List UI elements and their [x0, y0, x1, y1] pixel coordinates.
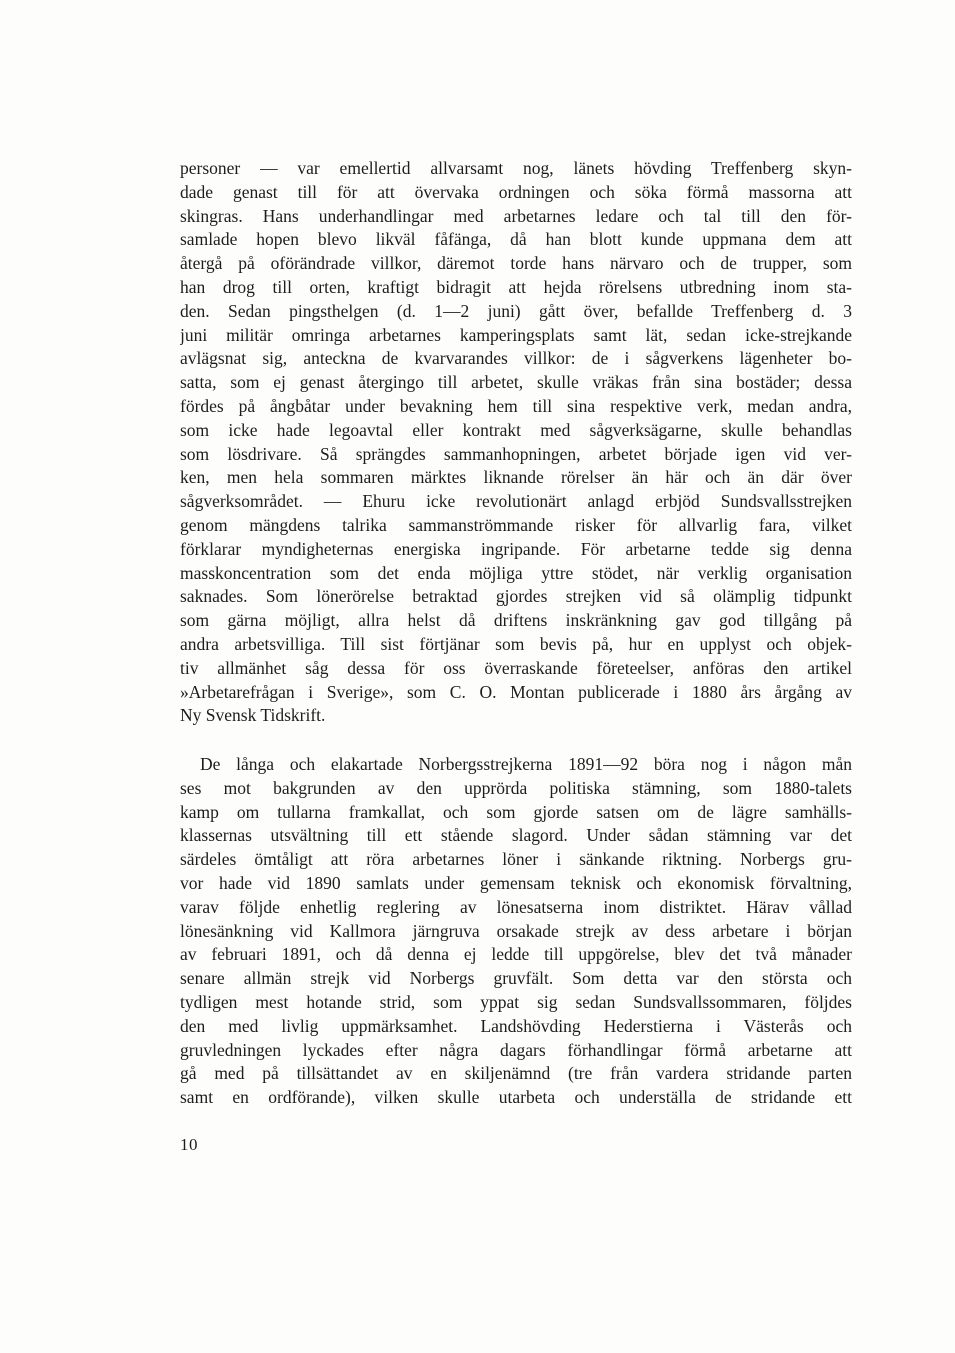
text-line: som lösdrivare. Så sprängdes sammanhopningen, arbetet började igen vid ver- [180, 443, 852, 464]
text-line: tydligen mest hotande strid, som yppat sig sedan Sundsvallssommaren, följdes [180, 991, 852, 1012]
text-line: som icke hade legoavtal eller kontrakt med sågverksägarne, skulle behandlas [180, 419, 852, 440]
text-line: ses mot bakgrunden av den upprörda politiska stämning, som 1880-talets [180, 777, 852, 798]
text-line: masskoncentration som det enda möjliga yttre stödet, när verklig organisation [180, 562, 852, 583]
text-line: juni militär omringa arbetarnes kamperingsplats samt lät, sedan icke-strejkande [180, 324, 852, 345]
text-line: genom mängdens talrika sammanströmmande risker för allvarlig fara, vilket [180, 514, 852, 535]
text-line: »Arbetarefrågan i Sverige», som C. O. Montan publicerade i 1880 års årgång av [180, 681, 852, 702]
text-line: av februari 1891, och då denna ej ledde till uppgörelse, blev det två månader [180, 944, 852, 965]
text-line: klassernas utsvältning till ett stående slagord. Under sådan stämning var det [180, 825, 852, 846]
text-line: förklarar myndigheternas energiska ingripande. För arbetarne tedde sig denna [180, 538, 852, 559]
text-line: satta, som ej genast återgingo till arbetet, skulle vräkas från sina bostäder; dessa [180, 372, 852, 393]
text-line: den med livlig uppmärksamhet. Landshövding Hederstierna i Västerås och [180, 1015, 852, 1036]
text-line: återgå på oförändrade villkor, däremot torde hans närvaro och de trupper, som [180, 253, 852, 274]
text-line: vor hade vid 1890 samlats under gemensam teknisk och ekonomisk förvaltning, [180, 872, 852, 893]
text-line: tiv allmänhet såg dessa för oss överraskande företeelser, anföras den artikel [180, 657, 852, 678]
text-line: fördes på ångbåtar under bevakning hem till sina respektive verk, medan andra, [180, 395, 852, 416]
text-line: avlägsnat sig, anteckna de kvarvarandes villkor: de i sågverkens lägenheter bo- [180, 348, 852, 369]
text-line: gruvledningen lyckades efter några dagars förhandlingar förmå arbetarne att [180, 1039, 852, 1060]
text-line: saknades. Som lönerörelse betraktad gjordes strejken vid så olämplig tidpunkt [180, 586, 852, 607]
text-line: dade genast till för att övervaka ordningen och söka förmå massorna att [180, 181, 852, 202]
text-line: senare allmän strejk vid Norbergs gruvfält. Som detta var den största och [180, 968, 852, 989]
text-line: han drog till orten, kraftigt bidragit att hejda rörelsens utbredning inom sta- [180, 276, 852, 297]
text-line: De långa och elakartade Norbergsstrejkerna 1891—92 böra nog i någon mån [200, 754, 852, 774]
text-line: lönesänkning vid Kallmora järngruva orsakade strejk av dess arbetare i början [180, 920, 852, 941]
text-line: som gärna möjligt, allra helst då driftens inskränkning gav god tillgång på [180, 610, 852, 631]
text-line: Ny Svensk Tidskrift. [180, 705, 326, 726]
paragraph-1 [180, 157, 852, 728]
text-line: skingras. Hans underhandlingar med arbetarnes ledare och tal till den för- [180, 205, 852, 226]
text-line: den. Sedan pingsthelgen (d. 1—2 juni) gått över, befallde Treffenberg d. 3 [180, 300, 852, 321]
text-line: gå med på tillsättandet av en skiljenämnd (tre från vardera stridande parten [180, 1063, 852, 1084]
text-line: samt en ordförande), vilken skulle utarbeta och underställa de stridande ett [180, 1087, 852, 1108]
text-line: kamp om tullarna framkallat, och som gjorde satsen om de lägre samhälls- [180, 801, 852, 822]
page-number: 10 [180, 1135, 198, 1154]
text-line: sågverksområdet. — Ehuru icke revolutionärt anlagd erbjöd Sundsvallsstrejken [180, 491, 852, 512]
text-line: andra arbetsvilliga. Till sist förtjänar som bevis på, hur en upplyst och objek- [180, 633, 852, 654]
paragraph-2 [180, 753, 852, 1110]
text-line: varav följde enhetlig reglering av lönesatserna inom distriktet. Härav vållad [180, 896, 852, 917]
text-line: ken, men hela sommaren märktes liknande rörelser än här och än där över [180, 467, 852, 488]
text-line: särdeles ömtåligt att röra arbetarnes löner i sänkande riktning. Norbergs gru- [180, 849, 852, 870]
text-line: personer — var emellertid allvarsamt nog, länets hövding Treffenberg skyn- [180, 158, 852, 178]
text-line: samlade hopen blevo likväl fåfänga, då han blott kunde uppmana dem att [180, 229, 852, 250]
